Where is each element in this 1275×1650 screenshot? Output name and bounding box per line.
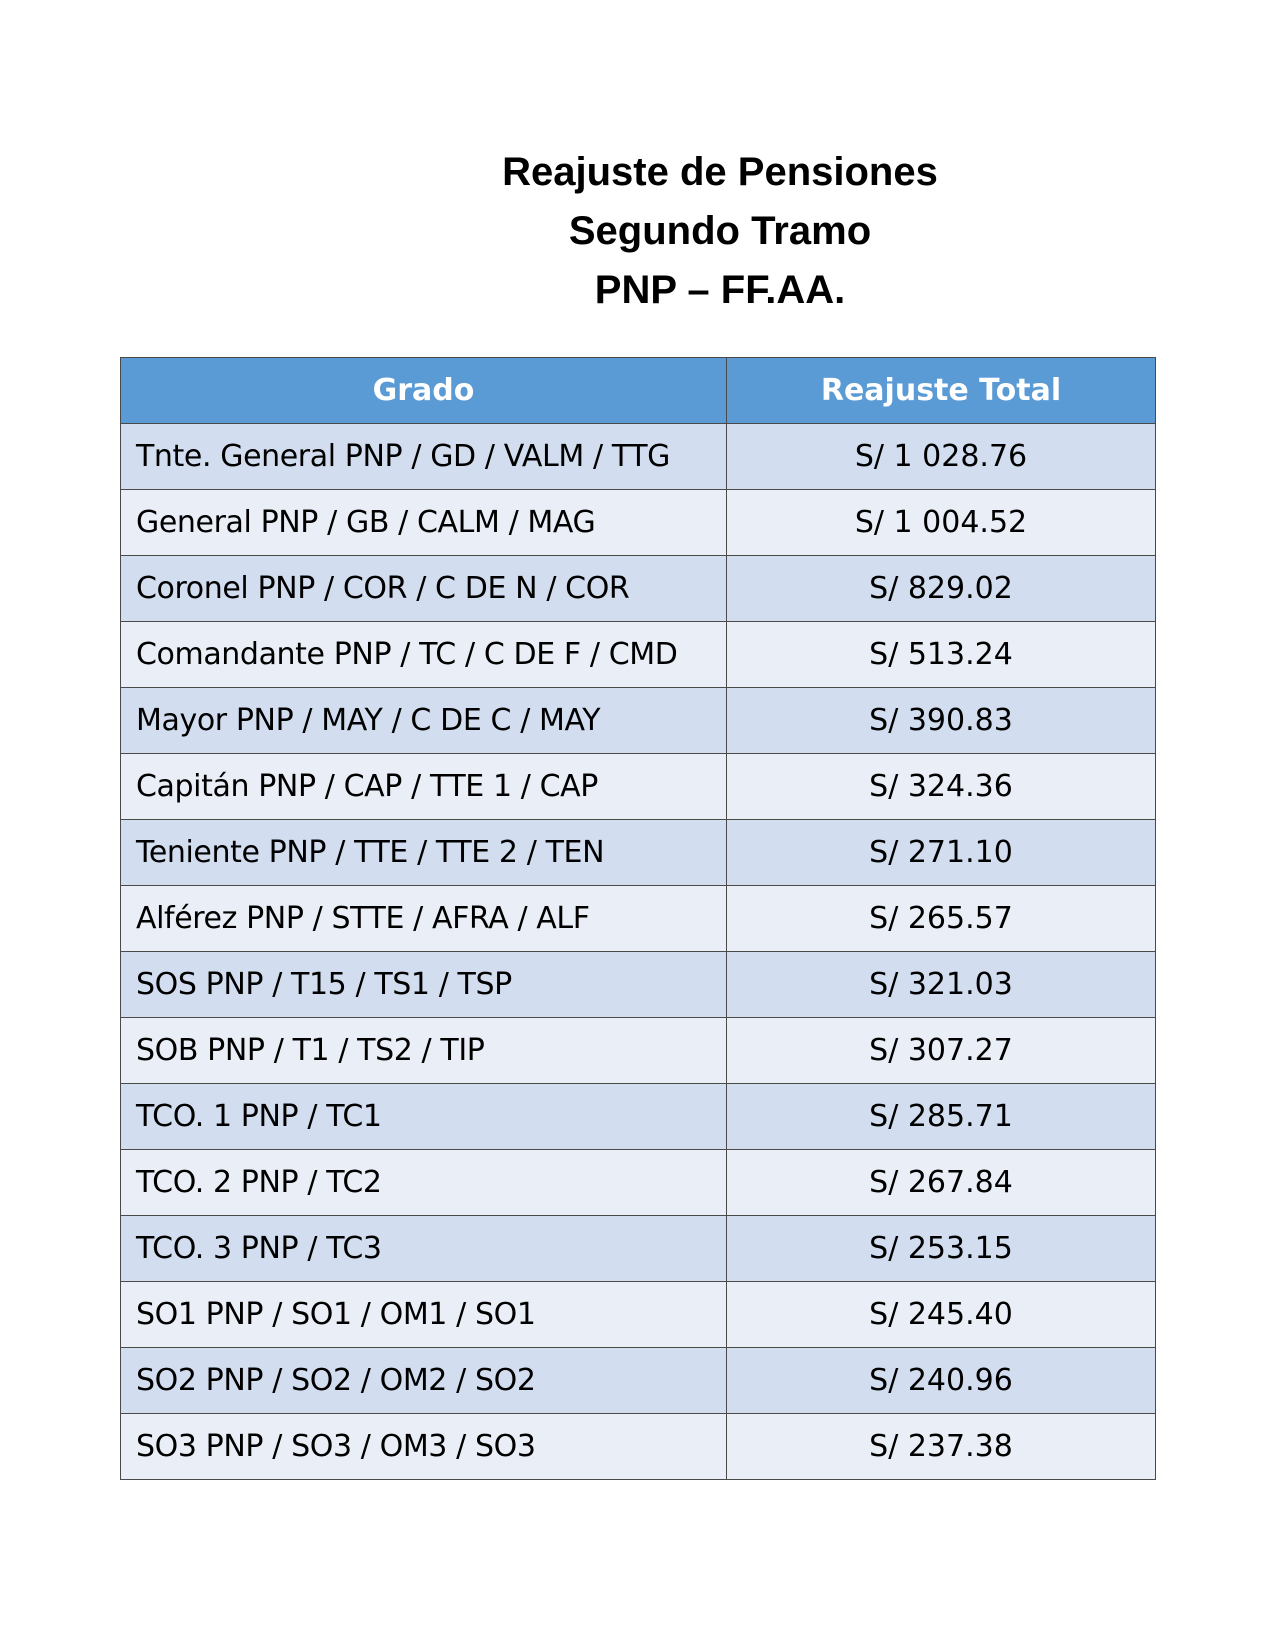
grado-cell: General PNP / GB / CALM / MAG	[121, 490, 727, 556]
table-body	[121, 424, 1156, 1480]
header-reajuste-total: Reajuste Total	[727, 358, 1156, 424]
grado-cell: Tnte. General PNP / GD / VALM / TTG	[121, 424, 727, 490]
table-header-row	[121, 358, 1156, 424]
grado-cell: SO2 PNP / SO2 / OM2 / SO2	[121, 1348, 727, 1414]
table-row	[121, 622, 1156, 688]
grado-cell: SO1 PNP / SO1 / OM1 / SO1	[121, 1282, 727, 1348]
grado-cell: Capitán PNP / CAP / TTE 1 / CAP	[121, 754, 727, 820]
table-row	[121, 754, 1156, 820]
title-line-3: PNP – FF.AA.	[594, 268, 846, 312]
reajuste-cell: S/ 513.24	[727, 622, 1156, 688]
grado-cell: TCO. 3 PNP / TC3	[121, 1216, 727, 1282]
table-row	[121, 1084, 1156, 1150]
grado-cell: Alférez PNP / STTE / AFRA / ALF	[121, 886, 727, 952]
table-row	[121, 490, 1156, 556]
grado-cell: Coronel PNP / COR / C DE N / COR	[121, 556, 727, 622]
reajuste-cell: S/ 285.71	[727, 1084, 1156, 1150]
reajuste-cell: S/ 1 004.52	[727, 490, 1156, 556]
table-row	[121, 1150, 1156, 1216]
table-row	[121, 820, 1156, 886]
table-row	[121, 1018, 1156, 1084]
pension-table	[120, 357, 1156, 1480]
reajuste-cell: S/ 324.36	[727, 754, 1156, 820]
table-row	[121, 1348, 1156, 1414]
title-line-2: Segundo Tramo	[568, 209, 872, 253]
reajuste-cell: S/ 245.40	[727, 1282, 1156, 1348]
table-row	[121, 952, 1156, 1018]
grado-cell: TCO. 2 PNP / TC2	[121, 1150, 727, 1216]
table-row	[121, 1282, 1156, 1348]
reajuste-cell: S/ 237.38	[727, 1414, 1156, 1480]
reajuste-cell: S/ 240.96	[727, 1348, 1156, 1414]
reajuste-cell: S/ 271.10	[727, 820, 1156, 886]
reajuste-cell: S/ 321.03	[727, 952, 1156, 1018]
table-row	[121, 1216, 1156, 1282]
grado-cell: Teniente PNP / TTE / TTE 2 / TEN	[121, 820, 727, 886]
grado-cell: TCO. 1 PNP / TC1	[121, 1084, 727, 1150]
reajuste-cell: S/ 265.57	[727, 886, 1156, 952]
title-line-1: Reajuste de Pensiones	[502, 150, 938, 194]
grado-cell: SOB PNP / T1 / TS2 / TIP	[121, 1018, 727, 1084]
table-row	[121, 1414, 1156, 1480]
grado-cell: SO3 PNP / SO3 / OM3 / SO3	[121, 1414, 727, 1480]
table-row	[121, 688, 1156, 754]
reajuste-cell: S/ 1 028.76	[727, 424, 1156, 490]
reajuste-cell: S/ 253.15	[727, 1216, 1156, 1282]
table-row	[121, 556, 1156, 622]
grado-cell: Comandante PNP / TC / C DE F / CMD	[121, 622, 727, 688]
reajuste-cell: S/ 267.84	[727, 1150, 1156, 1216]
table-row	[121, 886, 1156, 952]
grado-cell: SOS PNP / T15 / TS1 / TSP	[121, 952, 727, 1018]
reajuste-cell: S/ 390.83	[727, 688, 1156, 754]
reajuste-cell: S/ 307.27	[727, 1018, 1156, 1084]
header-grado: Grado	[121, 358, 727, 424]
grado-cell: Mayor PNP / MAY / C DE C / MAY	[121, 688, 727, 754]
reajuste-cell: S/ 829.02	[727, 556, 1156, 622]
table-row	[121, 424, 1156, 490]
document-title	[490, 143, 950, 320]
